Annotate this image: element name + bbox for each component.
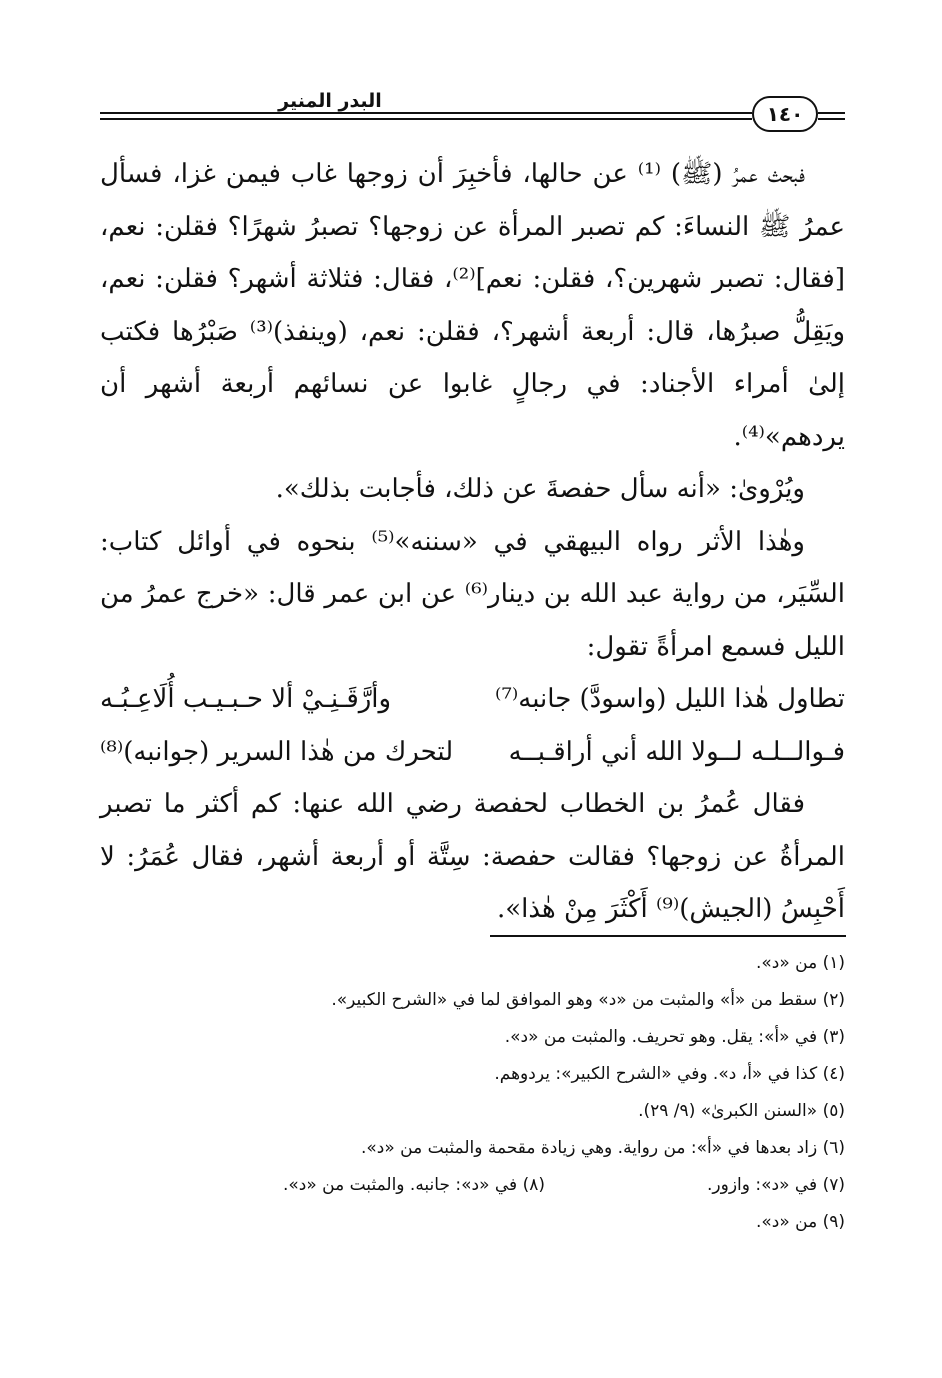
footnote-row-7-8: [100, 1167, 845, 1204]
header-rule-right-top: [818, 112, 845, 114]
verse-1-second-hemistich: وأرَّقَـنِـيْ ألا حـبـيـب أُلَاعِـبُـه: [100, 684, 392, 714]
footnote-3: (٣) في «أ»: يقل. وهو تحريف. والمثبت من «د».: [504, 1027, 845, 1047]
verse-line-2: [100, 726, 845, 779]
footnote-7: (٧) في «د»: وازور.: [707, 1175, 845, 1195]
paragraph-3: وهٰذا الأثر رواه البيهقي في «سننه»⁽⁵⁾ بنحوه في أوائل كتاب: السِّيَر، من رواية عبد الله بن دينار⁽⁶⁾ عن ابن عمر قال: «خرج عمرُ من الليل فسمع امرأةً تقول:: [100, 526, 845, 662]
paragraph-4: فقال عُمرُ بن الخطاب لحفصة رضي الله عنها: كم أكثر ما تصبر المرأةُ عن زوجها؟ فقالت حفصة: سِتَّة أو أربعة أشهر، فقال عُمَرُ: لا أَحْبِسُ (الجيش)⁽⁹⁾ أَكْثَرَ مِنْ هٰذا».: [100, 789, 845, 924]
verse-2-first-hemistich: فـوالــلـه لــولا الله أني أراقـبــه: [508, 736, 845, 767]
footnote-1: (١) من «د».: [755, 953, 845, 973]
page-number: ١٤٠: [752, 96, 818, 132]
footnote-4: (٤) كذا في «أ، د». وفي «الشرح الكبير»: يردوهم.: [494, 1064, 845, 1084]
header-rule-bottom: [100, 118, 752, 120]
header-rule-top: [100, 112, 752, 114]
header-rule-right-bottom: [818, 118, 845, 120]
footnote-6: (٦) زاد بعدها في «أ»: من رواية. وهي زيادة مقحمة والمثبت من «د».: [360, 1138, 845, 1158]
footnote-divider: [490, 935, 846, 937]
paragraph-2: ويُرْوىٰ: «أنه سأل حفصةَ عن ذلك، فأجابت بذلك».: [275, 474, 805, 504]
footnote-2: (٢) سقط من «أ» والمثبت من «د» وهو الموافق لما في «الشرح الكبير».: [331, 990, 845, 1010]
running-title: البدر المنير: [278, 90, 382, 112]
paragraph-1: فبحث عمرُ (ﷺ) ⁽¹⁾ عن حالها، فأخبِرَ أن زوجها غاب فيمن غزا، فسأل عمرُ ﷺ النساءَ: كم تصبر المرأة عن زوجها؟ تصبرُ شهرًا؟ فقلن: نعم، [فقال: تصبر شهرين؟، فقلن: نعم]⁽²⁾، فقال: فثلاثة أشهر؟ فقلن: نعم، ويَقِلُّ صبرُها، قال: أربعة أشهر؟، فقلن: نعم، (وينفذ)⁽³⁾ صَبْرُها فكتب إلىٰ أمراء الأجناد: في رجالٍ غابوا عن نسائهم أربعة أشهر أن يردهم»⁽⁴⁾.: [100, 159, 846, 452]
verse-line-1: [100, 673, 845, 726]
footnote-8: (٨) في «د»: جانبه. والمثبت من «د».: [282, 1175, 545, 1195]
main-text: [100, 148, 845, 936]
footnote-9: (٩) من «د».: [755, 1212, 845, 1232]
verse-1-first-hemistich: تطاول هٰذا الليل (واسودَّ) جانبه⁽⁷⁾: [495, 684, 845, 714]
footnote-5: (٥) «السنن الكبرىٰ» (٩/ ٢٩).: [638, 1101, 845, 1121]
page-header: [100, 90, 845, 140]
verse-2-second-hemistich: لتحرك من هٰذا السرير (جوانبه)⁽⁸⁾: [100, 736, 454, 767]
footnotes: [100, 945, 845, 1241]
